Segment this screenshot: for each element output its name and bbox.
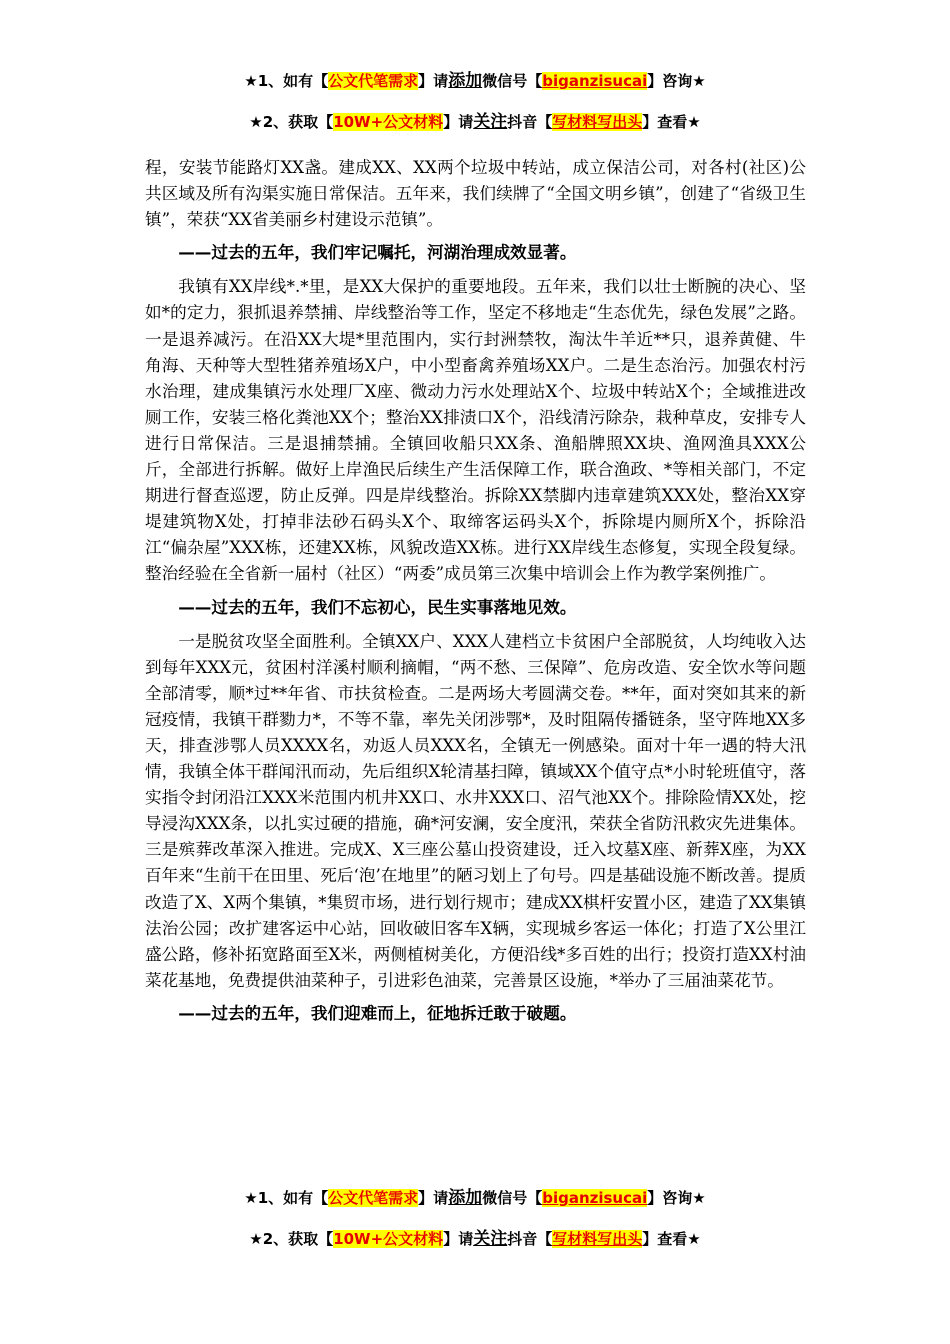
emphasis-follow: 关注 <box>473 1229 508 1249</box>
bottom-banner-line-2 <box>0 1229 950 1249</box>
bottom-banner-line-1 <box>0 1188 950 1208</box>
emphasis-follow: 关注 <box>473 112 508 132</box>
banner-text: 】请 <box>418 72 449 90</box>
banner-text: ★2、获取【 <box>249 1230 334 1248</box>
top-banner-line-2 <box>0 112 950 132</box>
highlight-douyin-id: 写材料写出头 <box>552 1230 643 1248</box>
banner-text: 】查看★ <box>642 113 701 131</box>
banner-text: ★1、如有【 <box>244 1189 329 1207</box>
banner-text: ★1、如有【 <box>244 72 329 90</box>
banner-text: 微信号【 <box>482 1189 543 1207</box>
banner-text: 抖音【 <box>507 113 553 131</box>
section-heading-2: ——过去的五年，我们不忘初心，民生实事落地见效。 <box>178 597 577 617</box>
top-banner-line-1 <box>0 71 950 91</box>
paragraph-continued: 程，安装节能路灯XX盏。建成XX、XX两个垃圾中转站，成立保洁公司，对各村(社区)公共区域及所有沟渠实施日常保洁。五年来，我们续牌了“全国文明乡镇”，创建了“省级卫生镇”，荣获“XX省美丽乡村建设示范镇”。 <box>145 158 806 230</box>
highlight-need: 公文代笔需求 <box>328 72 419 90</box>
document-body <box>145 155 806 1035</box>
banner-text: 】请 <box>443 113 474 131</box>
banner-text: 微信号【 <box>482 72 543 90</box>
section-heading-1: ——过去的五年，我们牢记嘱托，河湖治理成效显著。 <box>178 243 577 263</box>
highlight-douyin-id: 写材料写出头 <box>552 113 643 131</box>
banner-text: 】咨询★ <box>647 72 706 90</box>
paragraph-livelihood: 一是脱贫攻坚全面胜利。全镇XX户、XXX人建档立卡贫困户全部脱贫，人均纯收入达到每年XXX元，贫困村洋溪村顺利摘帽，“两不愁、三保障”、危房改造、安全饮水等问题全部清零，顺*过**年省、市扶贫检查。二是两场大考圆满交卷。**年，面对突如其来的新冠疫情，我镇干群勠力*，不等不靠，率先关闭涉鄂*，及时阻隔传播链条，坚守阵地XX多天，排查涉鄂人员XXXX名，劝返人员XXX名，全镇无一例感染。面对十年一遇的特大汛情，我镇全体干群闻汛而动，先后组织X轮清基扫障，镇域XX个值守点*小时轮班值守，落实指令封闭沿江XXX米范围内机井XX口、水井XXX口、沼气池XX个。排除险情XX处，挖导浸沟XXX条，以扎实过硬的措施，确*河安澜，安全度汛，荣获全省防汛救灾先进集体。三是殡葬改革深入推进。完成X、X三座公墓山投资建设，迁入坟墓X座、新葬X座，为XX百年来“生前干在田里、死后‘泡’在地里”的陋习划上了句号。四是基础设施不断改善。提质改造了X、X两个集镇，*集贸市场，进行划行规市；建成XX棋杆安置小区，建造了XX集镇法治公园；改扩建客运中心站，回收破旧客车X辆，实现城乡客运一体化；打造了X公里江盛公路，修补拓宽路面至X米，两侧植树美化，方便沿线*多百姓的出行；投资打造XX村油菜花基地，免费提供油菜种子，引进彩色油菜，完善景区设施，*举办了三届油菜花节。 <box>145 631 806 990</box>
banner-text: ★2、获取【 <box>249 113 334 131</box>
highlight-wechat-id: biganzisucai <box>542 72 648 90</box>
banner-text: 】咨询★ <box>647 1189 706 1207</box>
highlight-material: 10W+公文材料 <box>333 1230 444 1248</box>
emphasis-add: 添加 <box>448 1188 483 1208</box>
banner-text: 】查看★ <box>642 1230 701 1248</box>
paragraph-river-governance: 我镇有XX岸线*.*里，是XX大保护的重要地段。五年来，我们以壮士断腕的决心、坚如*的定力，狠抓退养禁捕、岸线整治等工作，坚定不移地走“生态优先，绿色发展”之路。一是退养减污。在沿XX大堤*里范围内，实行封洲禁牧，淘汰牛羊近**只，退养黄健、牛角海、天种等大型牲猪养殖场X户，中小型畜禽养殖场XX户。二是生态治污。加强农村污水治理，建成集镇污水处理厂X座、微动力污水处理站X个、垃圾中转站X个；全域推进改厕工作，安装三格化粪池XX个；整治XX排渍口X个，沿线清污除杂，栽种草皮，安排专人进行日常保洁。三是退捕禁捕。全镇回收船只XX条、渔船牌照XX块、渔网渔具XXX公斤，全部进行拆解。做好上岸渔民后续生产生活保障工作，联合渔政、*等相关部门，不定期进行督查巡逻，防止反弹。四是岸线整治。拆除XX禁脚内违章建筑XXX处，整治XX穿堤建筑物X处，打掉非法砂石码头X个、取缔客运码头X个，拆除堤内厕所X个，拆除沿江“偏杂屋”XXX栋，还建XX栋，风貌改造XX栋。进行XX岸线生态修复，实现全段复绿。整治经验在全省新一届村（社区）“两委”成员第三次集中培训会上作为教学案例推广。 <box>145 277 806 584</box>
highlight-material: 10W+公文材料 <box>333 113 444 131</box>
emphasis-add: 添加 <box>448 71 483 91</box>
highlight-need: 公文代笔需求 <box>328 1189 419 1207</box>
banner-text: 】请 <box>418 1189 449 1207</box>
section-heading-3: ——过去的五年，我们迎难而上，征地拆迁敢于破题。 <box>178 1003 577 1023</box>
highlight-wechat-id: biganzisucai <box>542 1189 648 1207</box>
banner-text: 】请 <box>443 1230 474 1248</box>
banner-text: 抖音【 <box>507 1230 553 1248</box>
